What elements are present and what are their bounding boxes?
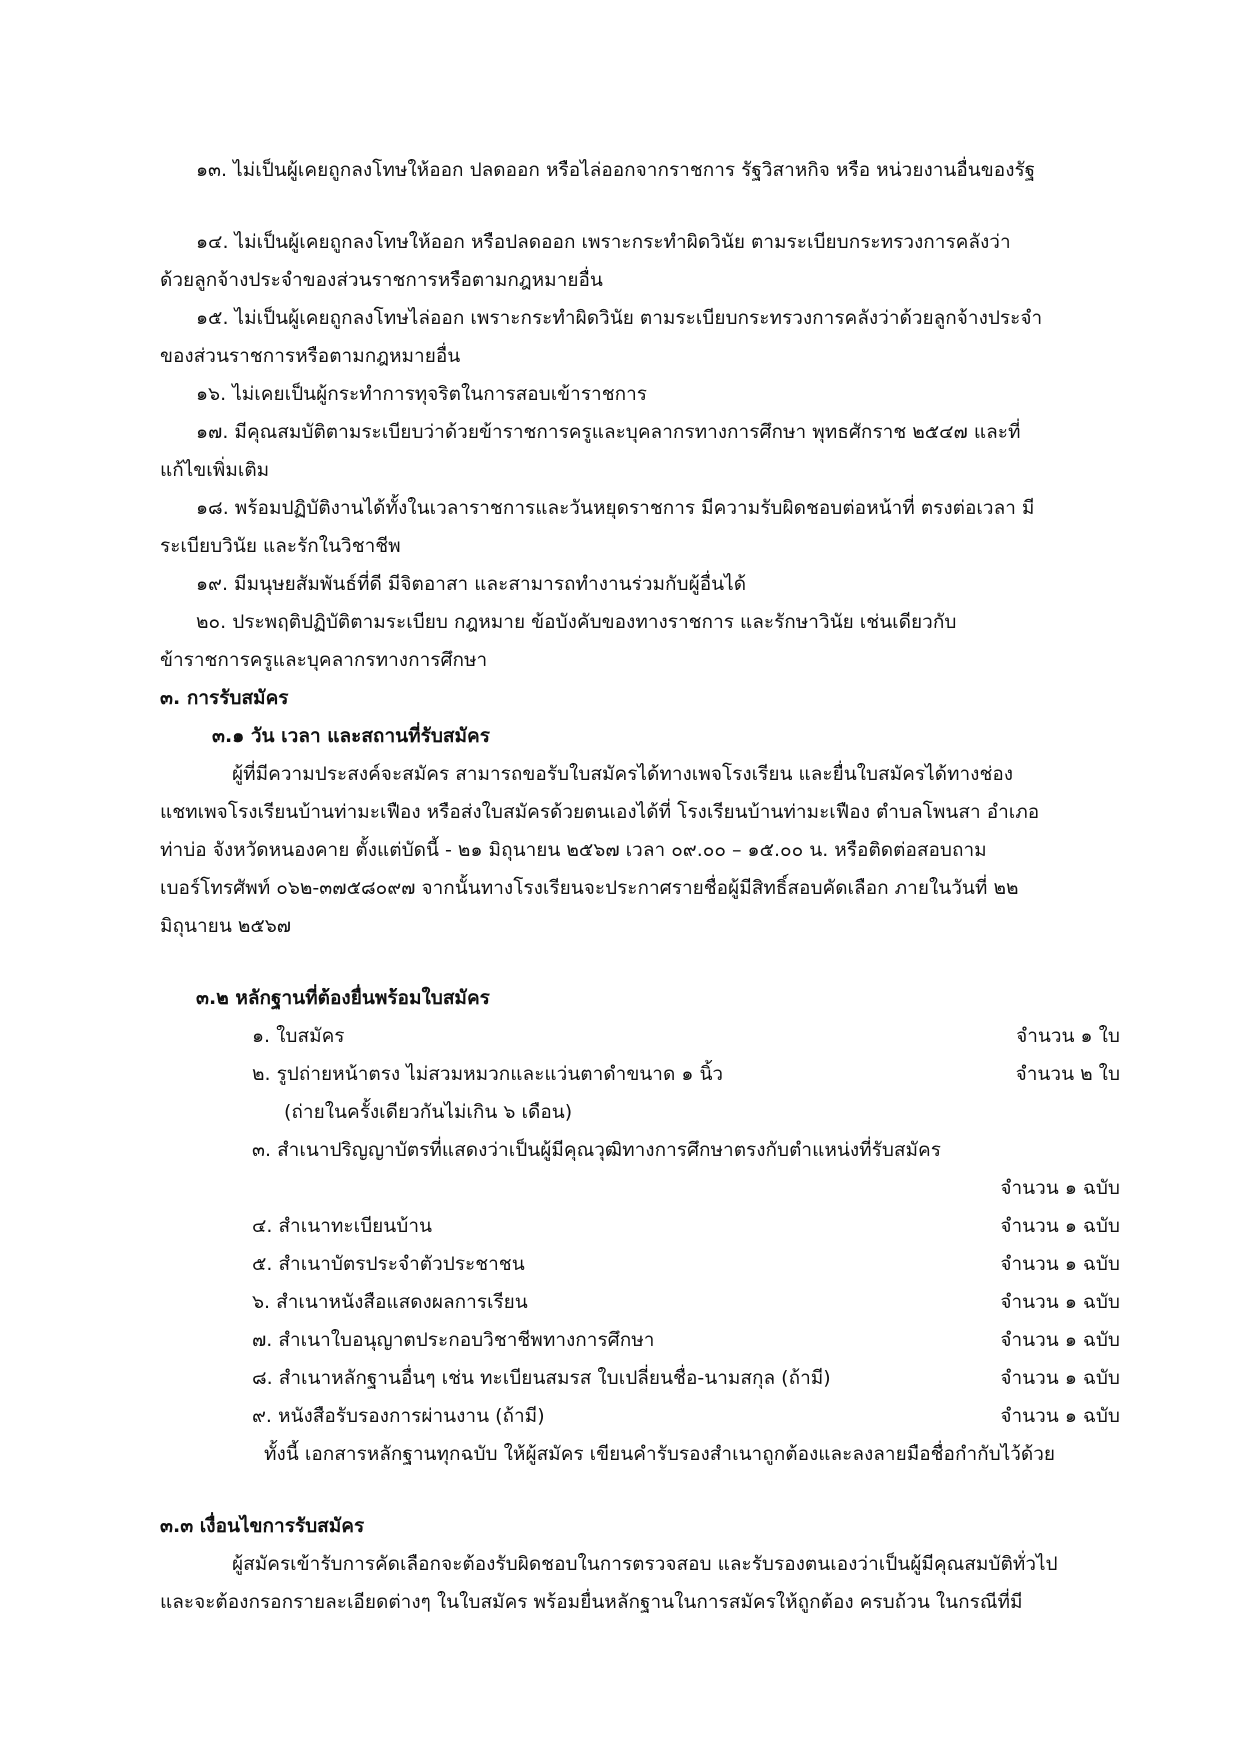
document-item-note: (ถ่ายในครั้งเดียวกันไม่เกิน ๖ เดือน)	[284, 1101, 573, 1123]
paragraph-line: เบอร์โทรศัพท์ ๐๖๒-๓๗๕๘๐๙๗ จากนั้นทางโรงเรียนจะประกาศรายชื่อผู้มีสิทธิ์สอบคัดเลือก ภายในวันที่ ๒๒	[160, 877, 1019, 899]
document-item-qty: จำนวน ๑ ฉบับ	[1000, 1215, 1120, 1237]
document-item-qty: จำนวน ๑ ฉบับ	[1000, 1177, 1120, 1199]
documents-note: ทั้งนี้ เอกสารหลักฐานทุกฉบับ ให้ผู้สมัคร เขียนคำรับรองสำเนาถูกต้องและลงลายมือชื่อกำกับไว้ด้วย	[264, 1443, 1056, 1465]
qualification-17: ๑๗. มีคุณสมบัติตามระเบียบว่าด้วยข้าราชการครูและบุคลากรทางการศึกษา พุทธศักราช ๒๕๔๗ และที่	[196, 421, 1021, 443]
paragraph-line: ท่าบ่อ จังหวัดหนองคาย ตั้งแต่บัดนี้ - ๒๑ มิถุนายน ๒๕๖๗ เวลา ๐๙.๐๐ – ๑๕.๐๐ น. หรือติดต่อสอบถาม	[160, 839, 987, 861]
document-item-label: ๔. สำเนาทะเบียนบ้าน	[252, 1215, 432, 1237]
paragraph-line: และจะต้องกรอกรายละเอียดต่างๆ ในใบสมัคร พร้อมยื่นหลักฐานในการสมัครให้ถูกต้อง ครบถ้วน ในกรณีที่มี	[160, 1591, 1023, 1613]
qualification-15-cont: ของส่วนราชการหรือตามกฎหมายอื่น	[160, 345, 461, 367]
qualification-19: ๑๙. มีมนุษยสัมพันธ์ที่ดี มีจิตอาสา และสามารถทำงานร่วมกับผู้อื่นได้	[196, 573, 747, 595]
paragraph-line: แชทเพจโรงเรียนบ้านท่ามะเฟือง หรือส่งใบสมัครด้วยตนเองได้ที่ โรงเรียนบ้านท่ามะเฟือง ตำบลโพนสา อำเภอ	[160, 801, 1040, 823]
document-item-label: ๖. สำเนาหนังสือแสดงผลการเรียน	[252, 1291, 528, 1313]
qualification-20-cont: ข้าราชการครูและบุคลากรทางการศึกษา	[160, 649, 488, 671]
document-item-label: ๒. รูปถ่ายหน้าตรง ไม่สวมหมวกและแว่นตาดำขนาด ๑ นิ้ว	[252, 1063, 724, 1085]
document-item-qty: จำนวน ๑ ฉบับ	[1000, 1405, 1120, 1427]
document-item-label: ๓. สำเนาปริญญาบัตรที่แสดงว่าเป็นผู้มีคุณวุฒิทางการศึกษาตรงกับตำแหน่งที่รับสมัคร	[252, 1139, 941, 1161]
document-item-qty: จำนวน ๑ ใบ	[1016, 1025, 1120, 1047]
document-item-qty: จำนวน ๑ ฉบับ	[1000, 1291, 1120, 1313]
paragraph-line: ผู้สมัครเข้ารับการคัดเลือกจะต้องรับผิดชอบในการตรวจสอบ และรับรองตนเองว่าเป็นผู้มีคุณสมบัติทั่วไป	[232, 1553, 1058, 1575]
qualification-15: ๑๕. ไม่เป็นผู้เคยถูกลงโทษไล่ออก เพราะกระทำผิดวินัย ตามระเบียบกระทรวงการคลังว่าด้วยลูกจ้างประจำ	[196, 307, 1043, 329]
document-item-label: ๘. สำเนาหลักฐานอื่นๆ เช่น ทะเบียนสมรส ใบเปลี่ยนชื่อ-นามสกุล (ถ้ามี)	[252, 1367, 831, 1389]
document-item-label: ๙. หนังสือรับรองการผ่านงาน (ถ้ามี)	[252, 1405, 545, 1427]
document-item-label: ๑. ใบสมัคร	[252, 1025, 345, 1047]
qualification-18-cont: ระเบียบวินัย และรักในวิชาชีพ	[160, 535, 401, 557]
document-item-qty: จำนวน ๑ ฉบับ	[1000, 1329, 1120, 1351]
section-3-2-heading: ๓.๒ หลักฐานที่ต้องยื่นพร้อมใบสมัคร	[196, 987, 490, 1009]
document-item-qty: จำนวน ๑ ฉบับ	[1000, 1367, 1120, 1389]
document-item-qty: จำนวน ๑ ฉบับ	[1000, 1253, 1120, 1275]
qualification-13: ๑๓. ไม่เป็นผู้เคยถูกลงโทษให้ออก ปลดออก หรือไล่ออกจากราชการ รัฐวิสาหกิจ หรือ หน่วยงานอื่นของรัฐ	[196, 159, 1036, 181]
qualification-16: ๑๖. ไม่เคยเป็นผู้กระทำการทุจริตในการสอบเข้าราชการ	[196, 383, 647, 405]
qualification-18: ๑๘. พร้อมปฏิบัติงานได้ทั้งในเวลาราชการและวันหยุดราชการ มีความรับผิดชอบต่อหน้าที่ ตรงต่อเวลา มี	[196, 497, 1035, 519]
paragraph-line: ผู้ที่มีความประสงค์จะสมัคร สามารถขอรับใบสมัครได้ทางเพจโรงเรียน และยื่นใบสมัครได้ทางช่อง	[232, 763, 1014, 785]
document-item-label: ๕. สำเนาบัตรประจำตัวประชาชน	[252, 1253, 525, 1275]
paragraph-line: มิถุนายน ๒๕๖๗	[160, 915, 292, 937]
qualification-14: ๑๔. ไม่เป็นผู้เคยถูกลงโทษให้ออก หรือปลดออก เพราะกระทำผิดวินัย ตามระเบียบกระทรวงการคลังว่า	[196, 231, 1011, 253]
document-item-qty: จำนวน ๒ ใบ	[1015, 1063, 1120, 1085]
qualification-20: ๒๐. ประพฤติปฏิบัติตามระเบียบ กฎหมาย ข้อบังคับของทางราชการ และรักษาวินัย เช่นเดียวกับ	[196, 611, 957, 633]
section-3-3-heading: ๓.๓ เงื่อนไขการรับสมัคร	[160, 1515, 365, 1537]
qualification-14-cont: ด้วยลูกจ้างประจำของส่วนราชการหรือตามกฎหมายอื่น	[160, 269, 603, 291]
section-3-1-heading: ๓.๑ วัน เวลา และสถานที่รับสมัคร	[212, 725, 490, 747]
qualification-17-cont: แก้ไขเพิ่มเติม	[160, 459, 270, 481]
document-item-label: ๗. สำเนาใบอนุญาตประกอบวิชาชีพทางการศึกษา	[252, 1329, 655, 1351]
section-3-heading: ๓. การรับสมัคร	[160, 687, 289, 709]
